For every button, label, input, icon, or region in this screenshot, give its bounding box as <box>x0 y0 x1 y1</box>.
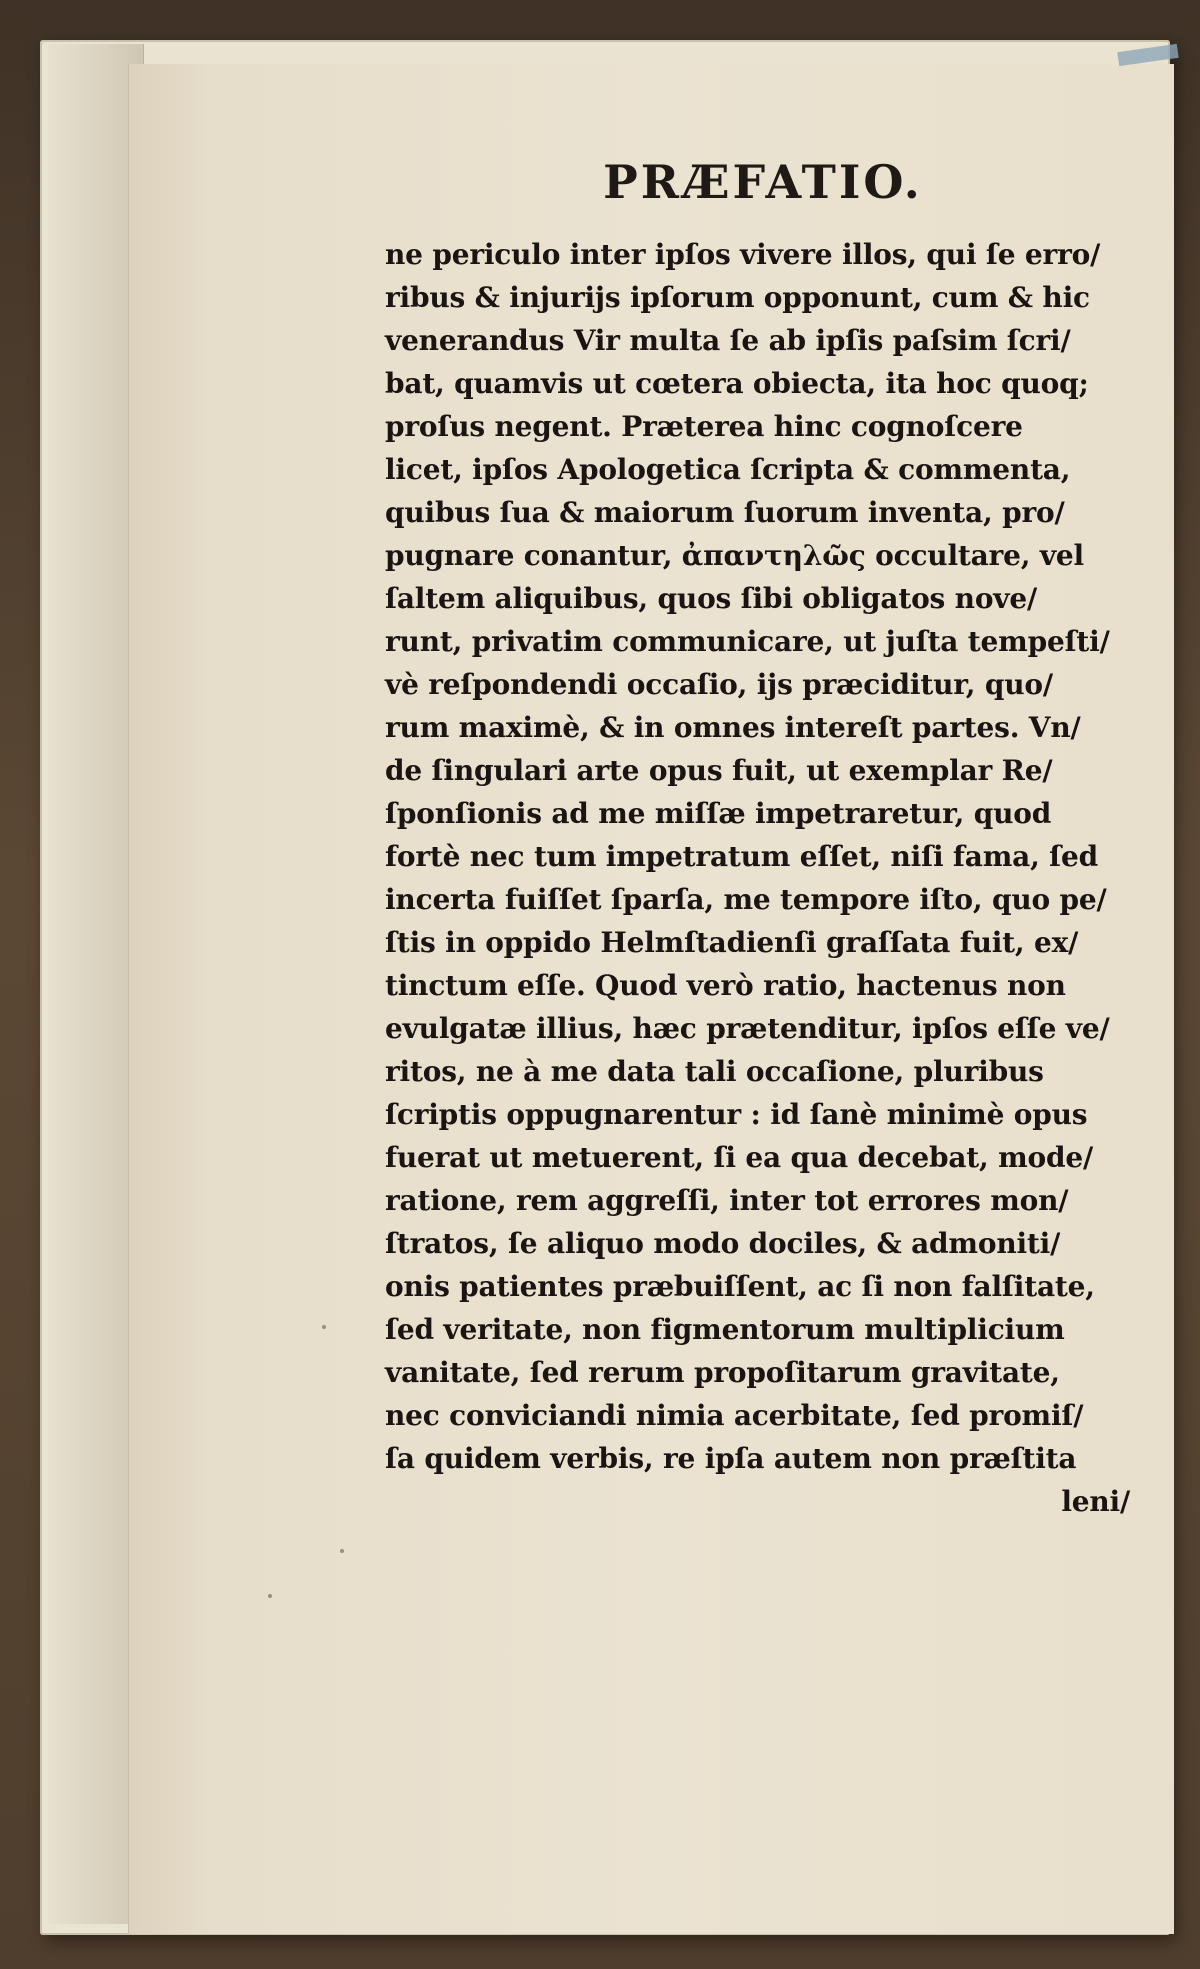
text-line: de ſingulari arte opus fuit, ut exemplar Re/ <box>385 754 1053 787</box>
text-line: ſponſionis ad me miſſæ impetraretur, quod <box>385 797 1052 830</box>
text-line: pugnare conantur, ἀπαντηλῶς occultare, vel <box>385 539 1084 572</box>
text-line: licet, ipſos Apologetica ſcripta & commenta, <box>385 453 1071 486</box>
ink-speck <box>340 1549 344 1553</box>
text-line: fuerat ut metuerent, ſi ea qua decebat, mode/ <box>385 1141 1094 1174</box>
ink-speck <box>268 1594 272 1598</box>
text-line: venerandus Vir multa ſe ab ipſis paſsim ſcri/ <box>385 324 1071 357</box>
text-line: rum maximè, & in omnes intereſt partes. Vn/ <box>385 711 1081 744</box>
text-line: ſtratos, ſe aliquo modo dociles, & admoniti/ <box>385 1227 1061 1260</box>
text-line: ne periculo inter ipſos vivere illos, qui ſe erro/ <box>385 238 1101 271</box>
catchword: leni/ <box>1061 1485 1130 1518</box>
text-line: incerta fuiſſet ſparſa, me tempore iſto, quo pe/ <box>385 883 1107 916</box>
text-line: tinctum eſſe. Quod verò ratio, hactenus non <box>385 969 1066 1002</box>
text-line: ritos, ne à me data tali occaſione, pluribus <box>385 1055 1044 1088</box>
text-line: ſcriptis oppugnarentur : id ſanè minimè opus <box>385 1098 1088 1131</box>
text-line: ſa quidem verbis, re ipſa autem non præſtita <box>385 1442 1077 1475</box>
text-line: runt, privatim communicare, ut juſta tempeſti/ <box>385 625 1110 658</box>
text-line: quibus ſua & maiorum ſuorum inventa, pro/ <box>385 496 1065 529</box>
text-line: evulgatæ illius, hæc prætenditur, ipſos eſſe ve/ <box>385 1012 1110 1045</box>
text-line: ſaltem aliquibus, quos ſibi obligatos nove/ <box>385 582 1038 615</box>
text-line: vanitate, ſed rerum propoſitarum gravitate, <box>385 1356 1060 1389</box>
text-line: proſus negent. Præterea hinc cognoſcere <box>385 410 1023 443</box>
text-line: nec conviciandi nimia acerbitate, ſed promiſ/ <box>385 1399 1084 1432</box>
text-line: bat, quamvis ut cœtera obiecta, ita hoc quoq; <box>385 367 1089 400</box>
text-line: ribus & injurijs ipſorum opponunt, cum & hic <box>385 281 1090 314</box>
body-text <box>385 233 1190 1523</box>
text-line: onis patientes præbuiſſent, ac ſi non falſitate, <box>385 1270 1095 1303</box>
text-line: ratione, rem aggreſſi, inter tot errores mon/ <box>385 1184 1069 1217</box>
page-heading: PRÆFATIO. <box>603 155 923 209</box>
text-line: ſed veritate, non figmentorum multiplicium <box>385 1313 1065 1346</box>
text-line: vè reſpondendi occaſio, ijs præciditur, quo/ <box>385 668 1053 701</box>
ink-speck <box>322 1325 326 1329</box>
text-line: fortè nec tum impetratum eſſet, niſi fama, ſed <box>385 840 1099 873</box>
text-line: ſtis in oppido Helmſtadienſi graſſata fuit, ex/ <box>385 926 1079 959</box>
